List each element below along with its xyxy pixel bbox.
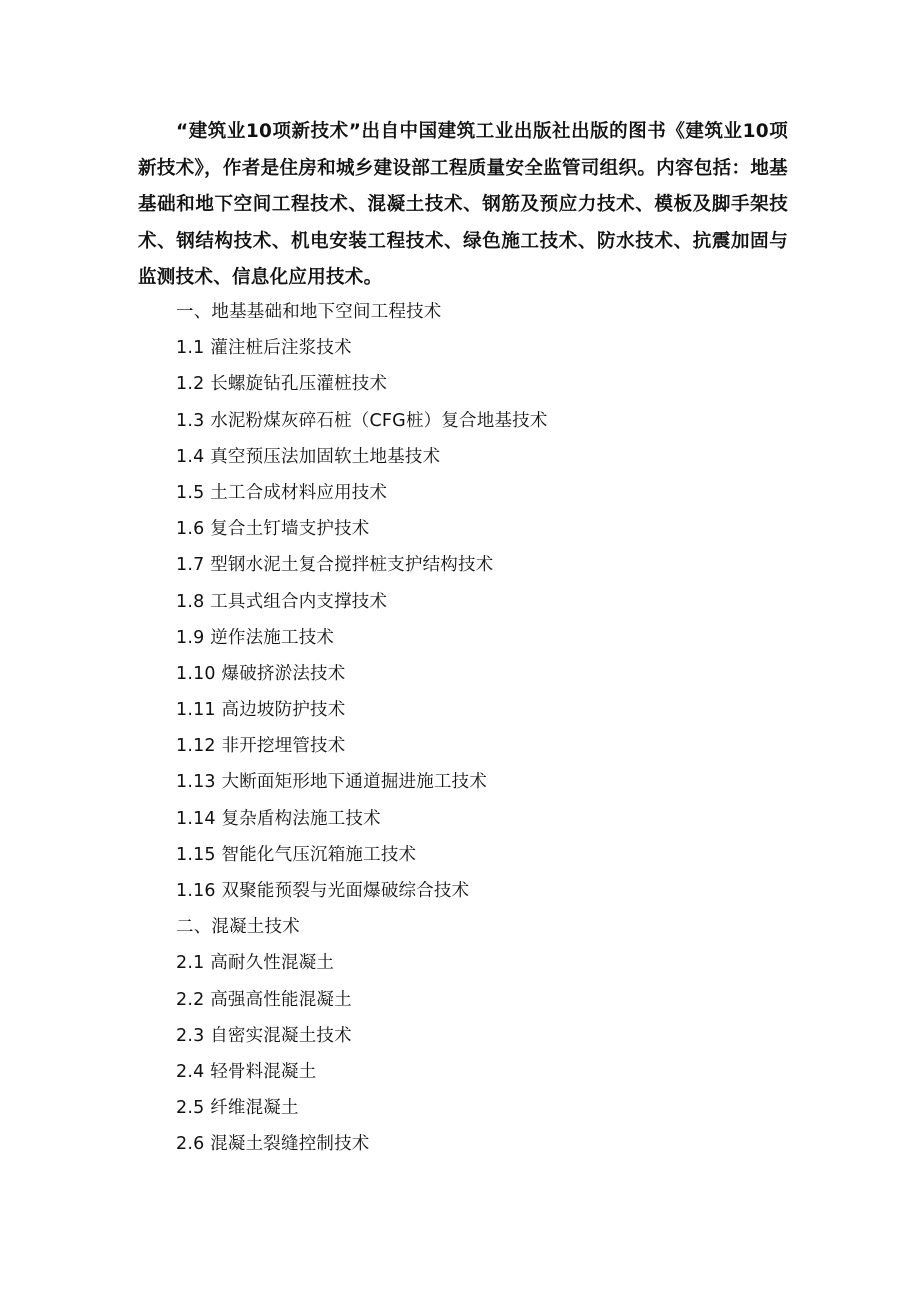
list-item: 1.16 双聚能预裂与光面爆破综合技术	[176, 881, 470, 901]
list-item: 1.6 复合土钉墙支护技术	[176, 519, 370, 540]
list-item: 1.2 长螺旋钻孔压灌桩技术	[176, 374, 388, 395]
list-item: 1.12 非开挖埋管技术	[176, 736, 346, 757]
list-item: 2.5 纤维混凝土	[176, 1098, 299, 1119]
list-item: 1.10 爆破挤淤法技术	[176, 663, 346, 684]
list-item: 1.7 型钢水泥土复合搅拌桩支护结构技术	[176, 555, 494, 576]
list-item: 1.8 工具式组合内支撑技术	[176, 591, 388, 612]
section-heading-1: 一、地基基础和地下空间工程技术	[176, 302, 442, 322]
list-item: 1.9 逆作法施工技术	[176, 627, 335, 648]
intro-paragraph: “建筑业10项新技术”出自中国建筑工业出版社出版的图书《建筑业10项新技术》，作者是住房和城乡建设部工程质量安全监管司组织。内容包括：地基基础和地下空间工程技术、混凝土技术、钢筋及预应力技术、模板及脚手架技术、钢结构技术、机电安装工程技术、绿色施工技术、防水技术、抗震加固与监测技术、信息化应用技术。	[138, 121, 788, 288]
list-item: 1.13 大断面矩形地下通道掘进施工技术	[176, 772, 488, 793]
list-item: 1.15 智能化气压沉箱施工技术	[176, 844, 417, 865]
list-item: 1.3 水泥粉煤灰碎石桩（CFG桩）复合地基技术	[176, 410, 548, 431]
list-item: 2.1 高耐久性混凝土	[176, 953, 335, 974]
section-heading-2: 二、混凝土技术	[176, 917, 300, 938]
list-item: 2.6 混凝土裂缝控制技术	[176, 1134, 370, 1155]
list-item: 2.3 自密实混凝土技术	[176, 1025, 352, 1046]
technology-list	[176, 294, 816, 1163]
list-item: 2.2 高强高性能混凝土	[176, 989, 352, 1010]
list-item: 1.14 复杂盾构法施工技术	[176, 808, 381, 829]
list-item: 1.1 灌注桩后注浆技术	[176, 338, 352, 359]
list-item: 1.5 土工合成材料应用技术	[176, 482, 388, 503]
list-item: 2.4 轻骨料混凝土	[176, 1061, 317, 1082]
list-item: 1.11 高边坡防护技术	[176, 700, 346, 721]
list-item: 1.4 真空预压法加固软土地基技术	[176, 446, 441, 467]
